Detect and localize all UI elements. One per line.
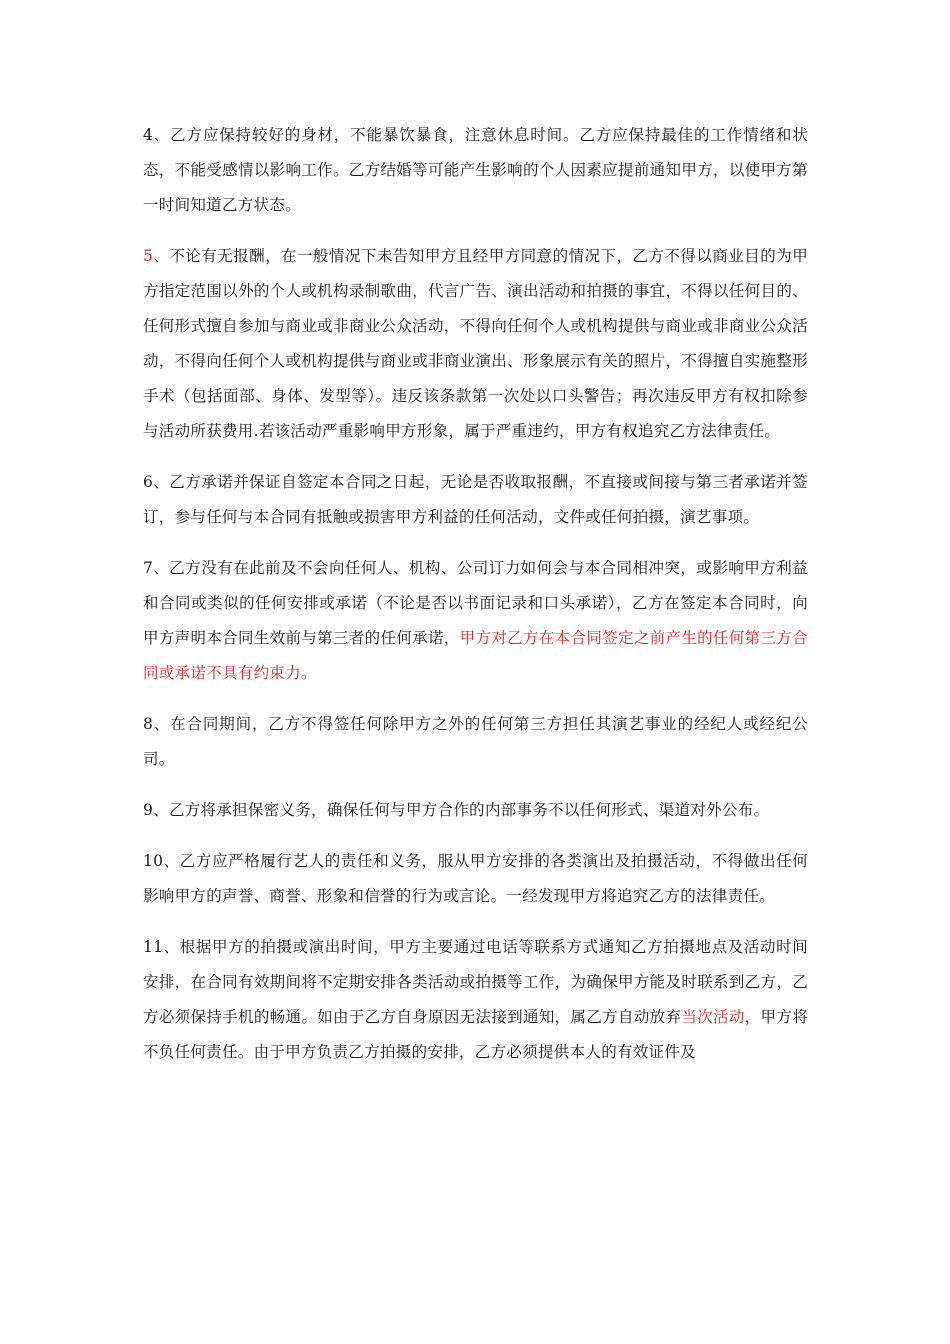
clause-text: 7、乙方没有在此前及不会向任何人、机构、公司订力如何会与本合同相冲突，或影响甲方利益和合同或类似的任何安排或承诺（不论是否以书面记录和口头承诺），乙方在签定本合同时，向甲方声明本合同生效前与第三者的任何承诺， [143,559,808,647]
clause-highlight: 甲方对乙方在本合同签定之前产生的任何第三方合同或承诺不具有约束力。 [143,629,808,682]
clause-5 [143,239,808,449]
clause-9 [143,793,808,828]
clause-text: ，甲方将不负任何责任。由于甲方负责乙方拍摄的安排，乙方必须提供本人的有效证件及 [143,1008,809,1061]
clause-10 [143,844,808,914]
clause-text: 、不论有无报酬，在一般情况下未告知甲方且经甲方同意的情况下，乙方不得以商业目的为甲方指定范围以外的个人或机构录制歌曲，代言广告、演出活动和拍摄的事宜，不得以任何目的、任何形式擅自参加与商业或非商业公众活动，不得向任何个人或机构提供与商业或非商业公众活动，不得向任何个人或机构提供与商业或非商业演出、形象展示有关的照片，不得擅自实施整形手术（包括面部、身体、发型等）。违反该条款第一次处以口头警告；再次违反甲方有权扣除参与活动所获费用.若该活动严重影响甲方形象，属于严重违约，甲方有权追究乙方法律责任。 [143,247,808,440]
contract-page [143,118,808,1086]
clause-highlight: 当次活动 [681,1008,745,1026]
clause-text: 11、根据甲方的拍摄或演出时间，甲方主要通过电话等联系方式通知乙方拍摄地点及活动时间安排，在合同有效期间将不定期安排各类活动或拍摄等工作，为确保甲方能及时联系到乙方，乙方必须保持手机的畅通。如由于乙方自身原因无法接到通知，属乙方自动放弃 [143,938,808,1026]
clause-11 [143,930,808,1070]
clause-8 [143,707,808,777]
clause-text: 6、乙方承诺并保证自签定本合同之日起，无论是否收取报酬，不直接或间接与第三者承诺并签订，参与任何与本合同有抵触或损害甲方利益的任何活动，文件或任何拍摄，演艺事项。 [143,473,808,526]
clause-text: 8、在合同期间，乙方不得签任何除甲方之外的任何第三方担任其演艺事业的经纪人或经纪公司。 [143,715,808,768]
clause-text: 4、乙方应保持较好的身材，不能暴饮暴食，注意休息时间。乙方应保持最佳的工作情绪和状态，不能受感情以影响工作。乙方结婚等可能产生影响的个人因素应提前通知甲方，以使甲方第一时间知道乙方状态。 [143,126,808,214]
clause-7 [143,551,808,691]
clause-6 [143,465,808,535]
clause-4 [143,118,808,223]
clause-number-highlight: 5 [143,247,154,265]
clause-text: 10、乙方应严格履行艺人的责任和义务，服从甲方安排的各类演出及拍摄活动，不得做出任何影响甲方的声誉、商誉、形象和信誉的行为或言论。一经发现甲方将追究乙方的法律责任。 [143,852,808,905]
clause-text: 9、乙方将承担保密义务，确保任何与甲方合作的内部事务不以任何形式、渠道对外公布。 [143,801,770,819]
